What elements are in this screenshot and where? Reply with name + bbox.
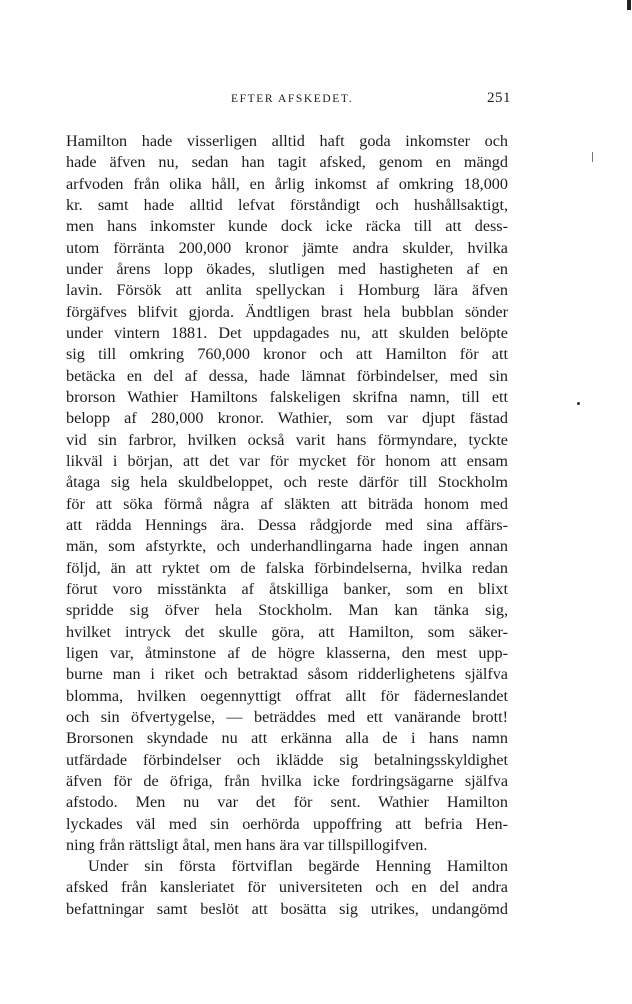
text-line: under vintern 1881. Det uppdagades nu, att skulden belöpte	[66, 323, 508, 342]
text-line: Under sin första förtviflan begärde Henning Hamilton	[88, 857, 508, 876]
text-line: belopp af 280,000 kronor. Wathier, som var djupt fästad	[66, 409, 508, 428]
page-number: 251	[487, 90, 511, 106]
text-line: hade äfven nu, sedan han tagit afsked, genom en mängd	[66, 153, 508, 172]
text-line: blomma, hvilken oegennyttigt offrat allt för fäderneslandet	[66, 686, 508, 705]
text-line: under årens lopp ökades, slutligen med hastigheten af en	[66, 259, 508, 278]
text-line: befattningar samt beslöt att bosätta sig utrikes, undangömd	[66, 899, 508, 918]
text-line: åtaga sig hela skuldbeloppet, och reste därför till Stockholm	[66, 473, 508, 492]
text-line: hvilket intryck det skulle göra, att Hamilton, som säker-	[66, 622, 508, 641]
running-title: EFTER AFSKEDET.	[231, 93, 354, 105]
body-text	[66, 131, 508, 920]
text-line: äfven för de öfriga, från hvilka icke fordringsägarne själfva	[66, 771, 508, 790]
text-line: utom förränta 200,000 kronor jämte andra skulder, hvilka	[66, 238, 508, 257]
text-line: Brorsonen skyndade nu att erkänna alla de i hans namn	[66, 729, 508, 748]
text-line: för att söka förmå några af släkten att biträda honom med	[66, 494, 508, 513]
text-line: men hans inkomster kunde dock icke räcka till att dess-	[66, 217, 508, 236]
text-line: sig till omkring 760,000 kronor och att Hamilton för att	[66, 345, 508, 364]
text-line: Hamilton hade visserligen alltid haft goda inkomster och	[66, 132, 508, 150]
text-line: följd, än att ryktet om de falska förbindelserna, hvilka redan	[66, 558, 508, 577]
text-line: förgäfves blifvit gjorda. Ändtligen brast hela bubblan sönder	[66, 302, 508, 321]
text-line: och sin öfvertygelse, — beträddes med ett vanärande brott!	[66, 707, 508, 726]
margin-tick-mark	[592, 152, 593, 162]
scan-edge-mark	[627, 0, 631, 10]
margin-ink-dot	[577, 402, 580, 405]
text-line: afsked från kansleriatet för universiteten och en del andra	[66, 878, 508, 897]
text-line: lyckades väl med sin oerhörda uppoffring att befria Hen-	[66, 814, 508, 833]
text-line: ligen var, åtminstone af de högre klasserna, den mest upp-	[66, 643, 508, 662]
text-line: att rädda Hennings ära. Dessa rådgjorde med sina affärs-	[66, 515, 508, 534]
text-line: vid sin farbror, hvilken också varit hans förmyndare, tyckte	[66, 430, 508, 449]
text-line: utfärdade förbindelser och iklädde sig betalningsskyldighet	[66, 750, 508, 769]
text-line: spridde sig öfver hela Stockholm. Man kan tänka sig,	[66, 601, 508, 620]
text-line: brorson Wathier Hamiltons falskeligen skrifna namn, till ett	[66, 387, 508, 406]
text-line: afstodo. Men nu var det för sent. Wathier Hamilton	[66, 793, 508, 812]
text-line: män, som afstyrkte, och underhandlingarna hade ingen annan	[66, 537, 508, 556]
text-line: betäcka en del af dessa, hade lämnat förbindelser, med sin	[66, 366, 508, 385]
text-line: burne man i riket och betraktad såsom ridderlighetens själfva	[66, 665, 508, 684]
text-line: ning från rättsligt åtal, men hans ära var tillspillogifven.	[66, 835, 428, 854]
text-line: kr. samt hade alltid lefvat förståndigt och hushållsaktigt,	[66, 195, 508, 214]
running-header	[66, 90, 511, 113]
text-line: likväl i början, att det var för mycket för honom att ensam	[66, 451, 508, 470]
text-line: förut voro misstänkta af åtskilliga banker, som en blixt	[66, 579, 508, 598]
text-line: arfvoden från olika håll, en årlig inkomst af omkring 18,000	[66, 174, 508, 193]
text-line: lavin. Försök att anlita spellyckan i Homburg lära äfven	[66, 281, 508, 300]
